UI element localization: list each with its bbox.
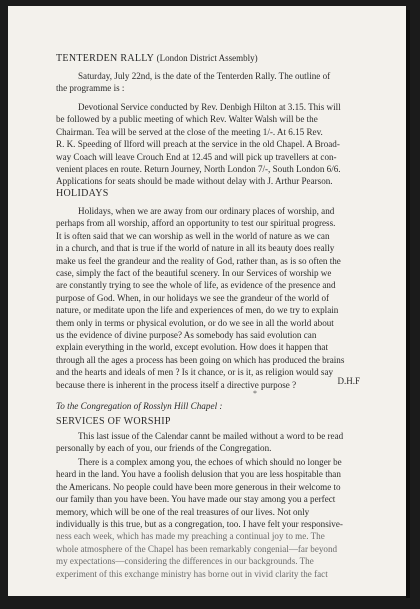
text-line: the Americans. No people could have been more generous in their welcome to [56,481,341,492]
services-heading: SERVICES OF WORSHIP [56,416,171,427]
text-line: It is often said that we can worship as well in the world of nature as we can [56,230,330,241]
text-line: and the hearts and ideals of men ? Is it chance, or is it, as religion would say [56,367,334,378]
page-edge-shadow [406,10,410,598]
text-line: This last issue of the Calendar cannt be mailed without a word to be read [78,431,344,441]
text-line: Applications for seats should be made without delay with J. Arthur Pearson. [56,176,333,187]
text-line: personally by each of you, our friends of the Congregation. [56,443,272,454]
tenterden-intro [56,70,376,95]
text-line: my expectations—considering the differences in our backgrounds. The [56,556,314,567]
text-line: ness each week, which has made my preaching a continual joy to me. The [56,531,325,542]
text-line: because there is inherent in the process itself a directive purpose ? [56,379,297,390]
text-line: them only in terms or physical evolution, or do we see in all the world about [56,317,334,328]
signature: D.H.F [337,376,360,386]
text-line: individually is this true, but as a congregation, too. I have felt your responsive- [56,519,343,530]
text-line: be followed by a public meeting of which Rev. Walter Walsh will be the [56,114,318,125]
letter-para-1 [56,430,376,455]
text-line: venient places en route. Return Journey, North London 7/-, South London 6/6. [56,164,341,175]
tenterden-title: TENTERDEN RALLY [56,53,154,64]
text-line: nature, or meditate upon the life and experiences of men, do we try to explain [56,305,339,316]
text-line: heard in the land. You have a foolish delusion that you are less hospitable than [56,469,341,480]
tenterden-heading [56,53,258,64]
text-line: perhaps from all worship, afford an opportunity to test our spiritual progress. [56,218,336,229]
dedication: To the Congregation of Rosslyn Hill Chapel : [56,401,223,411]
text-line: Holidays, when we are away from our ordinary places of worship, and [78,206,335,216]
text-line: whole atmosphere of the Chapel has been remarkably congenial—far beyond [56,543,338,554]
text-line: Saturday, July 22nd, is the date of the Tenterden Rally. The outline of [78,71,331,81]
text-line: the programme is : [56,83,125,94]
text-line: case, simply the fact of the beautiful scenery. In our Services of worship we [56,268,332,279]
text-line: memory, which will be one of the real treasures of our lives. Not only [56,506,310,517]
text-line: Chairman. Tea will be served at the close of the meeting 1/-. At 6.15 Rev. [56,126,323,137]
section-separator: * [253,389,257,398]
letter-para-2 [56,456,376,580]
text-line: explain everything in the world, except evolution. How does it happen that [56,342,328,353]
text-line: R. K. Speeding of Ilford will preach at the service in the old Chapel. A Broad- [56,139,340,150]
holidays-heading: HOLIDAYS [56,188,109,199]
text-line: way Coach will leave Crouch End at 12.45 and will pick up travellers at con- [56,151,337,162]
text-line: Devotional Service conducted by Rev. Denbigh Hilton at 3.15. This will [78,102,341,112]
tenterden-body [56,101,376,188]
text-line: our family than you have been. You have made our stay among you a perfect [56,494,336,505]
text-line: through all the ages a process has been going on which has produced the brains [56,354,345,365]
text-line: us the evidence of divine purpose? As somebody has said evolution can [56,330,317,341]
text-line: are constantly trying to see the whole of life, as evidence of the presence and [56,280,336,291]
document-page [8,6,406,596]
text-line: experiment of this exchange ministry has borne out in vivid clarity the fact [56,568,328,579]
tenterden-subtitle: (London District Assembly) [156,53,258,63]
text-line: make us feel the grandeur and the reality of God, rather than, as is so often the [56,255,341,266]
text-line: There is a complex among you, the echoes of which should no longer be [78,457,342,467]
text-line: in a church, and that is true if the world of nature in all its beauty does really [56,243,335,254]
text-line: purpose of God. When, in our holidays we see the grandeur of the world of [56,292,330,303]
holidays-body [56,205,376,391]
